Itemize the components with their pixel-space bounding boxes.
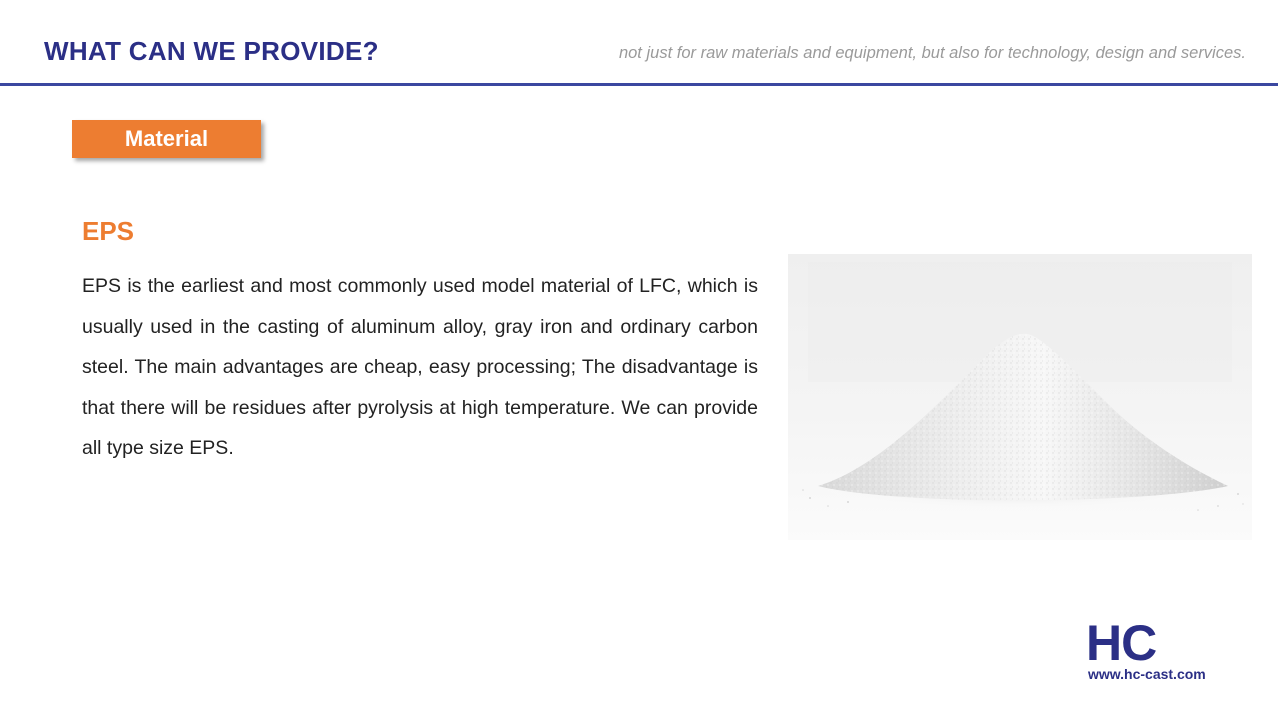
company-logo: [1086, 615, 1236, 688]
page-title: WHAT CAN WE PROVIDE?: [44, 36, 379, 66]
page-tagline: not just for raw materials and equipment, but also for technology, design and services.: [618, 44, 1246, 62]
product-heading: EPS: [82, 216, 135, 246]
section-tag: Material: [72, 120, 261, 158]
header-divider: [0, 83, 1278, 86]
eps-powder-image: [788, 254, 1252, 540]
logo-url: www.hc-cast.com: [1088, 666, 1206, 682]
product-description: EPS is the earliest and most commonly used model material of LFC, which is usually used in the casting of aluminum alloy, gray iron and ordinary carbon steel. The main advantages are cheap, easy processing; The disadvantage is that there will be residues after pyrolysis at high temperature. We can provide all type size EPS.: [82, 275, 758, 459]
logo-mark: HC: [1086, 615, 1157, 671]
